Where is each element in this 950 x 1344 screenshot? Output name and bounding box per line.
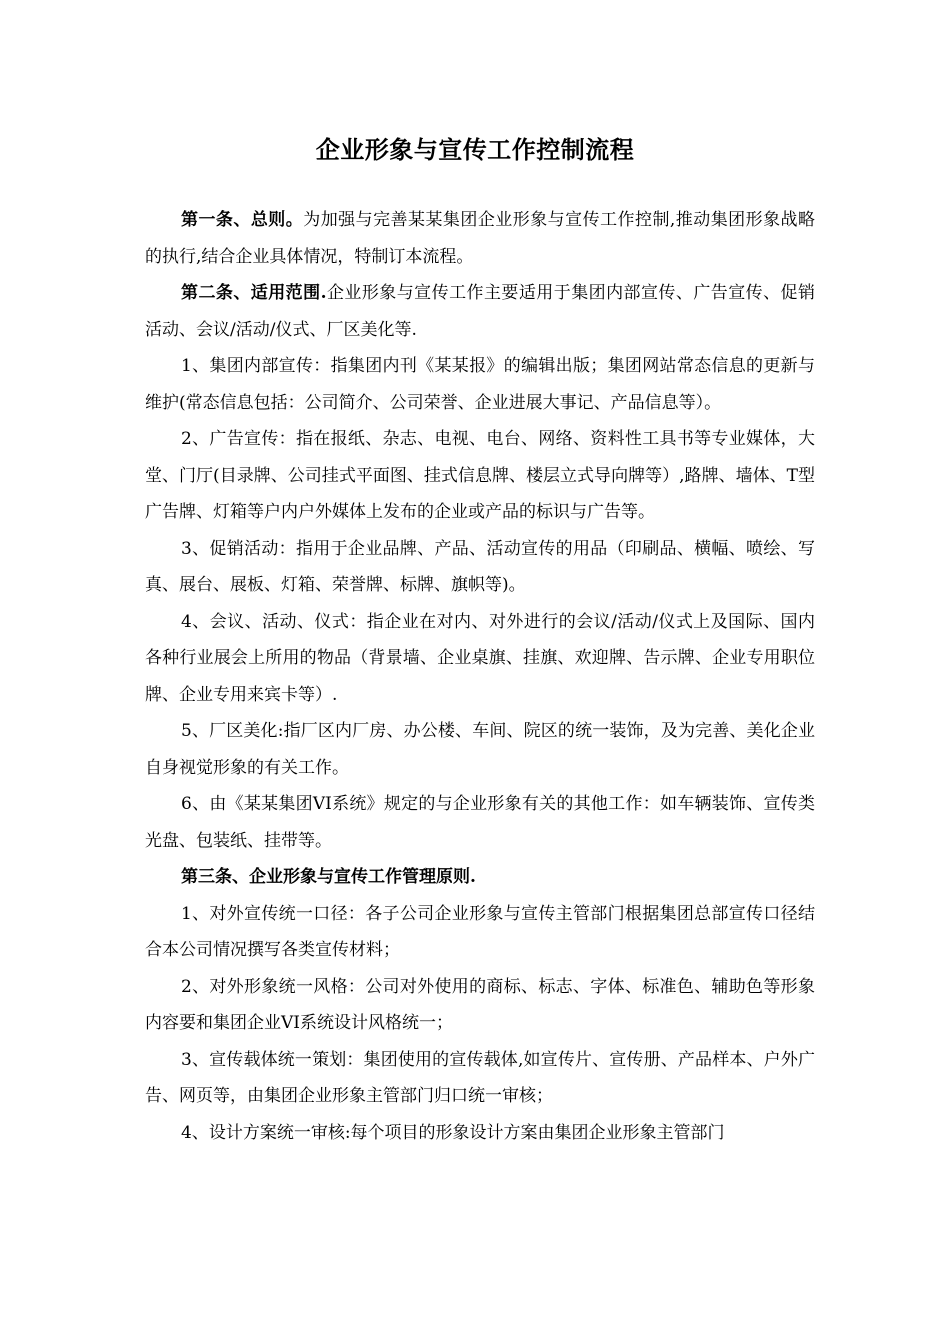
paragraph-item-2 <box>145 421 815 531</box>
paragraph-lead: 第二条、适用范围. <box>181 283 327 303</box>
paragraph-text: 2、广告宣传：指在报纸、杂志、电视、电台、网络、资料性工具书等专业媒体，大堂、门厅(目录牌、公司挂式平面图、挂式信息牌、楼层立式导向牌等）,路牌、墙体、T型广告牌、灯箱等户内户外媒体上发布的企业或产品的标识与广告等。 <box>145 429 815 522</box>
section-heading-principles <box>145 859 815 896</box>
paragraph-item-5 <box>145 713 815 786</box>
paragraph-text: 4、设计方案统一审核:每个项目的形象设计方案由集团企业形象主管部门 <box>181 1122 725 1143</box>
paragraph-lead: 第一条、总则。 <box>181 210 304 230</box>
document-title: 企业形象与宣传工作控制流程 <box>315 135 635 164</box>
paragraph-text: 1、对外宣传统一口径：各子公司企业形象与宣传主管部门根据集团总部宣传口径结合本公司情况撰写各类宣传材料； <box>145 903 815 960</box>
paragraph-text: 1、集团内部宣传：指集团内刊《某某报》的编辑出版；集团网站常态信息的更新与维护(常态信息包括：公司简介、公司荣誉、企业进展大事记、产品信息等）。 <box>145 356 815 413</box>
paragraph-principle-2 <box>145 969 815 1042</box>
paragraph-item-3 <box>145 531 815 604</box>
paragraph-principle-1 <box>145 896 815 969</box>
paragraph-principle-4 <box>145 1115 815 1152</box>
paragraph-item-4 <box>145 604 815 714</box>
paragraph-item-6 <box>145 786 815 859</box>
paragraph-text: 6、由《某某集团VI系统》规定的与企业形象有关的其他工作：如车辆装饰、宣传类光盘、包装纸、挂带等。 <box>145 794 815 851</box>
paragraph-text: 4、会议、活动、仪式：指企业在对内、对外进行的会议/活动/仪式上及国际、国内各种行业展会上所用的物品（背景墙、企业桌旗、挂旗、欢迎牌、告示牌、企业专用职位牌、企业专用来宾卡等）. <box>145 611 815 705</box>
paragraph-text: 为加强与完善某某集团企业形象与宣传工作控制,推动集团形象战略的执行,结合企业具体情况，特制订本流程。 <box>145 210 816 267</box>
paragraph-general-provisions <box>145 202 815 275</box>
paragraph-item-1 <box>145 348 815 421</box>
paragraph-lead: 第三条、企业形象与宣传工作管理原则. <box>181 867 476 887</box>
paragraph-principle-3 <box>145 1042 815 1115</box>
paragraph-text: 3、促销活动：指用于企业品牌、产品、活动宣传的用品（印刷品、横幅、喷绘、写真、展台、展板、灯箱、荣誉牌、标牌、旗帜等)。 <box>145 538 815 595</box>
paragraph-text: 企业形象与宣传工作主要适用于集团内部宣传、广告宣传、促销活动、会议/活动/仪式、厂区美化等. <box>145 283 816 340</box>
paragraph-text: 5、厂区美化:指厂区内厂房、办公楼、车间、院区的统一装饰，及为完善、美化企业自身视觉形象的有关工作。 <box>145 721 815 778</box>
document-body <box>145 202 815 1151</box>
paragraph-text: 3、宣传载体统一策划：集团使用的宣传载体,如宣传片、宣传册、产品样本、户外广告、网页等，由集团企业形象主管部门归口统一审核； <box>145 1049 815 1106</box>
paragraph-scope <box>145 275 815 348</box>
paragraph-text: 2、对外形象统一风格：公司对外使用的商标、标志、字体、标准色、辅助色等形象内容要和集团企业VI系统设计风格统一； <box>145 976 815 1033</box>
